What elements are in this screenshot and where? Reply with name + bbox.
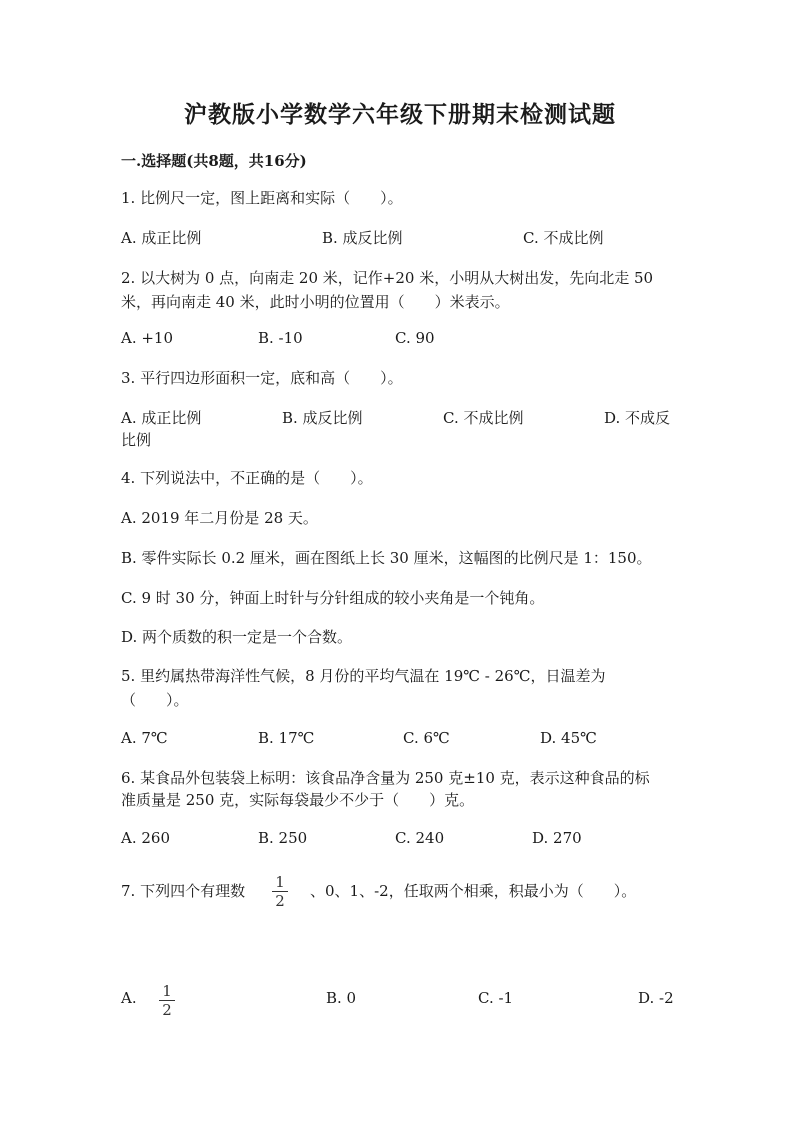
page-title: 沪教版小学数学六年级下册期末检测试题 [184, 101, 616, 128]
q7-option-d: D. -2 [638, 989, 674, 1007]
q1-option-c: C. 不成比例 [523, 229, 604, 247]
question-5-line-1: 5. 里约属热带海洋性气候，8 月份的平均气温在 19℃ - 26℃，日温差为 [121, 667, 606, 685]
q3-option-d: D. 不成反 [604, 409, 671, 427]
q2-option-b: B. -10 [258, 329, 303, 347]
question-6-line-1: 6. 某食品外包装袋上标明：该食品净含量为 250 克±10 克，表示这种食品的标 [121, 769, 650, 787]
q4-option-d: D. 两个质数的积一定是一个合数。 [121, 628, 353, 646]
q7-option-c: C. -1 [478, 989, 514, 1007]
q7-option-a: A. [121, 989, 137, 1007]
q7-option-a-fraction [157, 983, 177, 1018]
section-heading: 一.选择题(共8题，共16分) [121, 152, 307, 170]
question-5-line-2: （ ）。 [121, 691, 189, 709]
q5-option-d: D. 45℃ [540, 729, 597, 747]
q5-option-b: B. 17℃ [258, 729, 315, 747]
q4-option-c: C. 9 时 30 分，钟面上时针与分针组成的较小夹角是一个钝角。 [121, 589, 545, 607]
q1-option-a: A. 成正比例 [121, 229, 202, 247]
q6-option-d: D. 270 [532, 829, 582, 847]
q6-option-c: C. 240 [395, 829, 445, 847]
question-2-line-1: 2. 以大树为 0 点，向南走 20 米，记作+20 米，小明从大树出发，先向北走 50 [121, 269, 654, 287]
q3-option-c: C. 不成比例 [443, 409, 524, 427]
q2-option-a: A. +10 [121, 329, 174, 347]
question-7-end: 、0、1、-2，任取两个相乘，积最小为（ ）。 [310, 882, 637, 900]
q6-option-b: B. 250 [258, 829, 308, 847]
q7-option-a-denominator: 2 [162, 1001, 172, 1019]
question-7-start: 7. 下列四个有理数 [121, 882, 246, 900]
q7-fraction [270, 874, 290, 909]
q5-option-c: C. 6℃ [403, 729, 450, 747]
q7-fraction-denominator: 2 [275, 892, 285, 910]
q3-option-a: A. 成正比例 [121, 409, 202, 427]
q6-option-a: A. 260 [121, 829, 170, 847]
q1-option-b: B. 成反比例 [322, 229, 403, 247]
question-4: 4. 下列说法中，不正确的是（ ）。 [121, 469, 373, 487]
question-1: 1. 比例尺一定，图上距离和实际（ ）。 [121, 189, 403, 207]
q2-option-c: C. 90 [395, 329, 435, 347]
q7-option-a-numerator: 1 [162, 982, 172, 1000]
question-2-line-2: 米，再向南走 40 米，此时小明的位置用（ ）米表示。 [121, 293, 510, 311]
q3-option-d-wrap: 比例 [121, 431, 152, 449]
q4-option-a: A. 2019 年二月份是 28 天。 [121, 509, 318, 527]
q7-fraction-numerator: 1 [275, 873, 285, 891]
question-6-line-2: 准质量是 250 克，实际每袋最少不少于（ ）克。 [121, 791, 475, 809]
question-3: 3. 平行四边形面积一定，底和高（ ）。 [121, 369, 403, 387]
q5-option-a: A. 7℃ [121, 729, 168, 747]
q3-option-b: B. 成反比例 [282, 409, 363, 427]
q7-option-b: B. 0 [326, 989, 357, 1007]
q4-option-b: B. 零件实际长 0.2 厘米，画在图纸上长 30 厘米，这幅图的比例尺是 1：150。 [121, 549, 652, 567]
